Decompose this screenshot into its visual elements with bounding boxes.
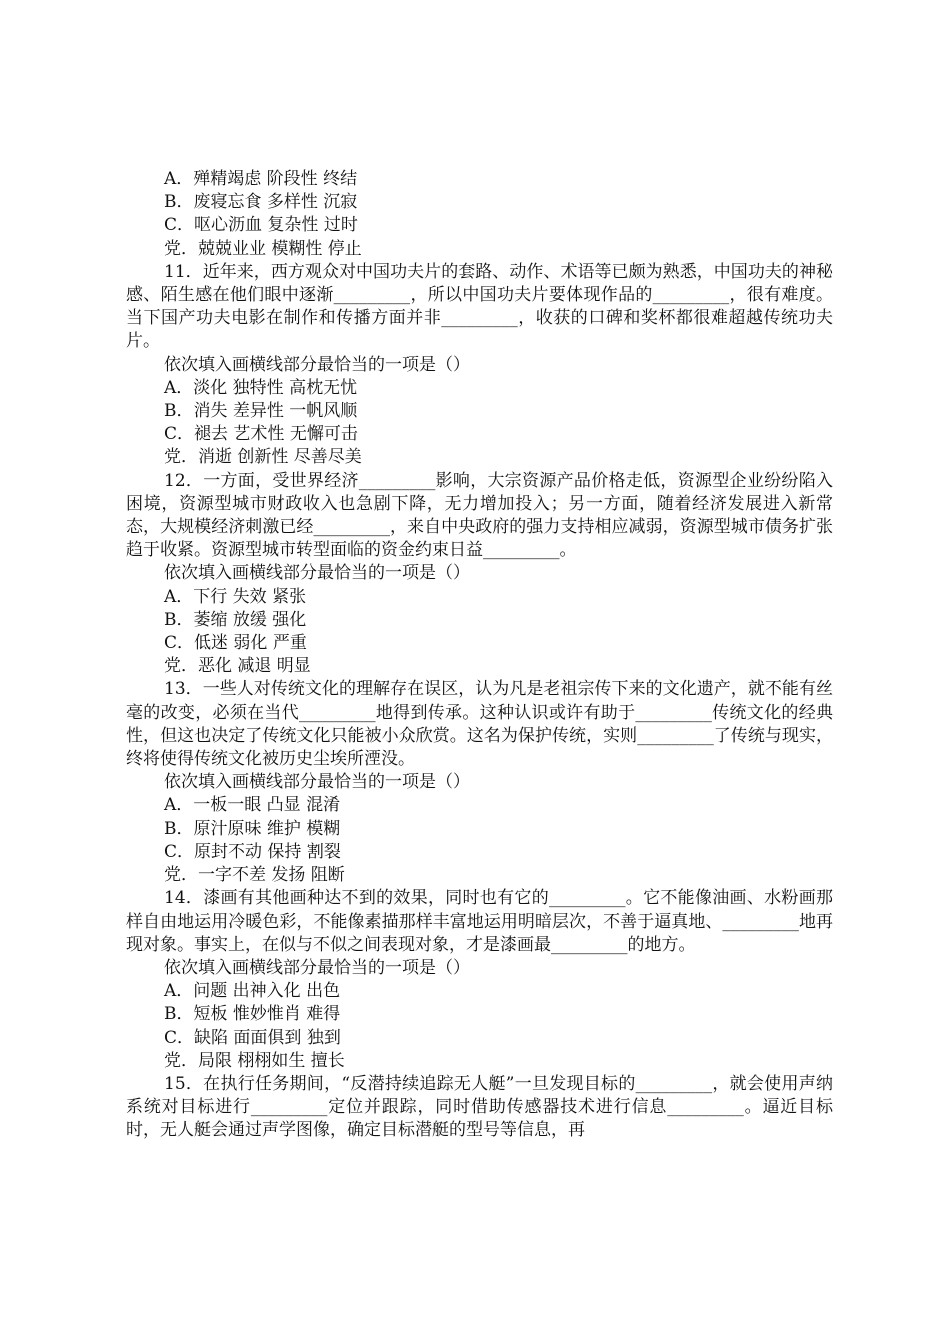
question-stem: 14．漆画有其他画种达不到的效果，同时也有它的_________。它不能像油画、水粉画那样自由地运用冷暖色彩，不能像素描那样丰富地运用明暗层次，不善于逼真地、_________地再现对象。事实上，在似与不似之间表现对象，才是漆画最_________的地方。 [126, 888, 833, 955]
option-d: 党．一字不差 发扬 阻断 [164, 865, 345, 886]
question-stem: 11．近年来，西方观众对中国功夫片的套路、动作、术语等已颇为熟悉，中国功夫的神秘感、陌生感在他们眼中逐渐_________，所以中国功夫片要体现作品的_________，很有难度。当下国产功夫电影在制作和传播方面并非_________，收获的口碑和奖杯都很难超越传统功夫片。 [126, 261, 833, 352]
option-c: C．缺陷 面面俱到 独到 [164, 1027, 341, 1048]
question-stem: 12．一方面，受世界经济_________影响，大宗资源产品价格走低，资源型企业纷纷陷入困境，资源型城市财政收入也急剧下降，无力增加投入；另一方面，随着经济发展进入新常态，大规模经济刺激已经_________，来自中央政府的强力支持相应减弱，资源型城市债务扩张趋于收紧。资源型城市转型面临的资金约束日益_________。 [126, 470, 833, 561]
document-page [126, 168, 833, 1143]
question-10-options [126, 168, 833, 261]
question-13 [126, 678, 833, 887]
option-c: C．呕心沥血 复杂性 过时 [164, 215, 358, 236]
question-prompt: 依次填入画横线部分最恰当的一项是（） [164, 957, 470, 978]
option-d: 党．兢兢业业 模糊性 停止 [164, 238, 362, 259]
option-c: C．原封不动 保持 割裂 [164, 841, 341, 862]
question-12 [126, 470, 833, 679]
question-prompt: 依次填入画横线部分最恰当的一项是（） [164, 354, 470, 375]
question-stem: 13．一些人对传统文化的理解存在误区，认为凡是老祖宗传下来的文化遗产，就不能有丝毫的改变，必须在当代_________地得到传承。这种认识或许有助于_________传统文化的经典性，但这也决定了传统文化只能被小众欣赏。这名为保护传统，实则_________了传统与现实，终将使得传统文化被历史尘埃所湮没。 [126, 679, 833, 770]
option-d: 党．恶化 减退 明显 [164, 656, 311, 677]
option-d: 党．消逝 创新性 尽善尽美 [164, 447, 362, 468]
option-a: A．淡化 独特性 高枕无忧 [164, 377, 358, 398]
option-b: B．原汁原味 维护 模糊 [164, 818, 341, 839]
option-b: B．消失 差异性 一帆风顺 [164, 401, 358, 422]
option-a: A．问题 出神入化 出色 [164, 981, 341, 1002]
option-a: A．一板一眼 凸显 混淆 [164, 795, 341, 816]
question-prompt: 依次填入画横线部分最恰当的一项是（） [164, 563, 470, 584]
option-a: A．下行 失效 紧张 [164, 586, 307, 607]
question-15 [126, 1073, 833, 1143]
question-11 [126, 261, 833, 470]
question-14 [126, 887, 833, 1073]
option-b: B．萎缩 放缓 强化 [164, 609, 307, 630]
option-a: A．殚精竭虑 阶段性 终结 [164, 169, 358, 189]
option-d: 党．局限 栩栩如生 擅长 [164, 1050, 345, 1071]
question-prompt: 依次填入画横线部分最恰当的一项是（） [164, 772, 470, 793]
option-c: C．褪去 艺术性 无懈可击 [164, 424, 358, 445]
option-c: C．低迷 弱化 严重 [164, 633, 307, 654]
question-stem: 15．在执行任务期间，“反潜持续追踪无人艇”一旦发现目标的_________，就会使用声纳系统对目标进行_________定位并跟踪，同时借助传感器技术进行信息_________。逼近目标时，无人艇会通过声学图像，确定目标潜艇的型号等信息，再 [126, 1073, 833, 1141]
option-b: B．废寝忘食 多样性 沉寂 [164, 192, 358, 213]
option-b: B．短板 惟妙惟肖 难得 [164, 1004, 341, 1025]
